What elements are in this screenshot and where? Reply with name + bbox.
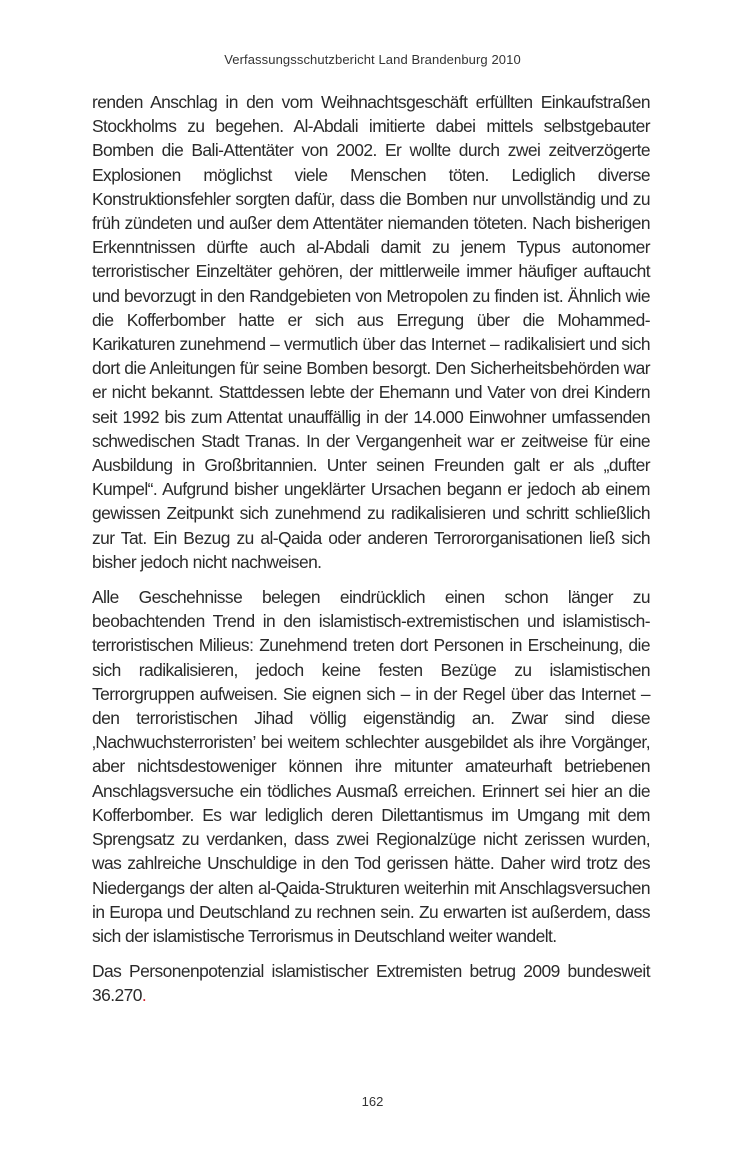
paragraph-2: Alle Geschehnisse belegen eindrücklich einen schon länger zu beobachtenden Trend in den islamistisch-extremistischen und islamistisch-terroristischen Milieus: Zunehmend treten dort Personen in Erscheinung, die sich radikalisieren, jedoch keine festen Bezüge zu islamistischen Terrorgruppen aufweisen. Sie eignen sich – in der Regel über das Internet – den terroristischen Jihad völlig eigenständig an. Zwar sind diese ‚Nachwuchsterroristen’ bei weitem schlechter ausgebildet als ihre Vorgänger, aber nichtsdestoweniger können ihre mitunter amateurhaft betriebenen Anschlagsversuche ein tödliches Ausmaß erreichen. Erinnert sei hier an die Kofferbomber. Es war lediglich deren Dilettantismus im Umgang mit dem Sprengsatz zu verdanken, dass zwei Regionalzüge nicht zerissen wurden, was zahlreiche Unschuldige in den Tod gerissen hätte. Daher wird trotz des Niedergangs der alten al-Qaida-Strukturen weiterhin mit Anschlagsversuchen in Europa und Deutschland zu rechnen sein. Zu erwarten ist außerdem, dass sich der islamistische Terrorismus in Deutschland weiter wandelt. [92, 587, 650, 946]
paragraph-3 [92, 959, 650, 1007]
paragraph-3-text: Das Personenpotenzial islamistischer Extremisten betrug 2009 bundesweit 36.270 [92, 961, 650, 1006]
page-number: 162 [361, 1094, 384, 1109]
paragraph-1: renden Anschlag in den vom Weihnachtsgeschäft erfüllten Einkaufstraßen Stockholms zu begehen. Al-Abdali imitierte dabei mittels selbstgebauter Bomben die Bali-Attentäter von 2002. Er wollte durch zwei zeitverzögerte Explosionen möglichst viele Menschen töten. Lediglich diverse Konstruktionsfehler sorgten dafür, dass die Bomben nur unvollständig und zu früh zündeten und außer dem Attentäter niemanden töteten. Nach bisherigen Erkenntnissen dürfte auch al-Abdali damit zu jenem Typus autonomer terroristischer Einzeltäter gehören, der mittlerweile immer häufiger auftaucht und bevorzugt in den Randgebieten von Metropolen zu finden ist. Ähnlich wie die Kofferbomber hatte er sich aus Erregung über die Mohammed-Karikaturen zunehmend – vermutlich über das Internet – radikalisiert und sich dort die Anleitungen für seine Bomben besorgt. Den Sicherheitsbehörden war er nicht bekannt. Stattdessen lebte der Ehemann und Vater von drei Kindern seit 1992 bis zum Attentat unauffällig in der 14.000 Einwohner umfassenden schwedischen Stadt Tranas. In der Vergangenheit war er zeitweise für eine Ausbildung in Großbritannien. Unter seinen Freunden galt er als „dufter Kumpel“. Aufgrund bisher ungeklärter Ursachen begann er jedoch ab einem gewissen Zeitpunkt sich zunehmend zu radikalisieren und schritt schließlich zur Tat. Ein Bezug zu al-Qaida oder anderen Terrororganisationen ließ sich bisher jedoch nicht nachweisen. [92, 92, 650, 572]
running-header: Verfassungsschutzbericht Land Brandenburg 2010 [224, 52, 521, 67]
paragraph-3-final-period: . [141, 985, 147, 1006]
document-body [92, 90, 650, 1008]
